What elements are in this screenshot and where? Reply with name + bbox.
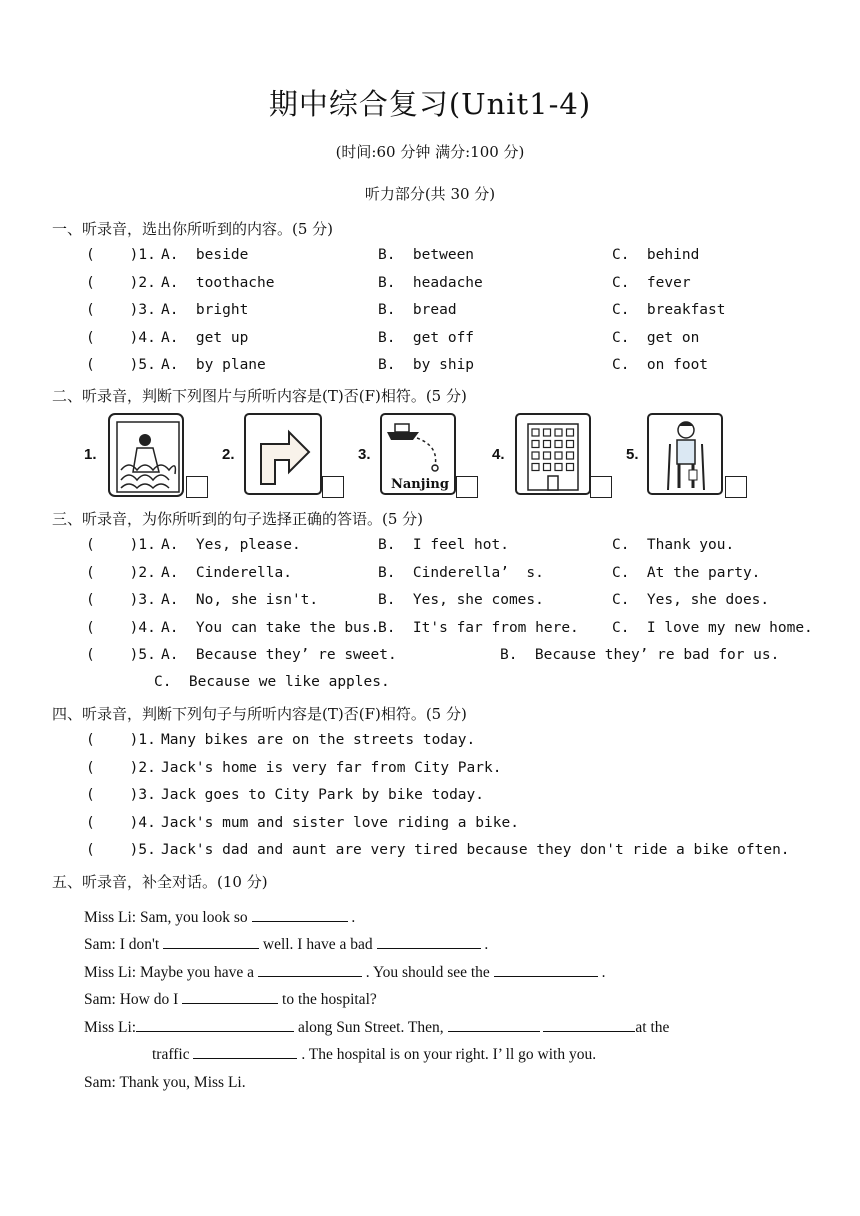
part-label: 听力部分(共 30 分) xyxy=(364,185,496,203)
dialogue-text: Sam: How do I xyxy=(84,991,179,1008)
window-shape xyxy=(567,464,574,471)
ship-route-map-icon xyxy=(379,410,457,498)
question-number[interactable]: ( )4. xyxy=(86,814,156,831)
question-number[interactable]: ( )5. xyxy=(86,357,156,373)
section4-heading: 四、听录音，判断下列句子与所听内容是(T)否(F)相符。(5 分) xyxy=(52,705,467,723)
hospital-building-icon xyxy=(514,410,592,498)
answer-blank[interactable] xyxy=(193,1044,297,1059)
picture-number: 3. xyxy=(358,446,371,463)
question-number[interactable]: ( )1. xyxy=(86,732,156,748)
option-a: A. by plane xyxy=(161,357,266,373)
dialogue-text: at the xyxy=(635,1019,670,1036)
dialogue-line xyxy=(84,962,605,984)
section1-heading: 一、听录音，选出你所听到的内容。(5 分) xyxy=(52,220,334,238)
option-b: B. I feel hot. xyxy=(378,537,509,553)
turn-right-arrow-icon xyxy=(243,410,323,498)
option-c: C. get on xyxy=(612,329,700,346)
dialogue-text: to the hospital? xyxy=(282,991,377,1008)
statement-text: Jack's dad and aunt are very tired because they don't ride a bike often. xyxy=(161,842,790,858)
option-a: A. bright xyxy=(161,302,249,318)
question-number[interactable]: ( )5. xyxy=(86,842,156,858)
statement-text: Jack goes to City Park by bike today. xyxy=(161,787,485,803)
option-c: C. behind xyxy=(612,247,700,263)
option-c: C. Because we like apples. xyxy=(154,674,390,690)
answer-blank[interactable] xyxy=(182,989,278,1004)
answer-box[interactable] xyxy=(456,476,478,498)
answer-box[interactable] xyxy=(590,476,612,498)
dialogue-text: Sam: Thank you, Miss Li. xyxy=(84,1074,246,1091)
window-shape xyxy=(544,429,551,436)
map-caption: Nanjing xyxy=(391,477,449,492)
section3-heading: 三、听录音，为你所听到的句子选择正确的答语。(5 分) xyxy=(52,510,424,528)
window-shape xyxy=(544,464,551,471)
window-shape xyxy=(532,441,539,448)
answer-blank[interactable] xyxy=(448,1017,540,1032)
dialogue-text: Sam: I don't xyxy=(84,936,160,953)
dialogue-text: . xyxy=(351,909,356,926)
window-shape xyxy=(567,452,574,459)
dialogue-text: well. I have a bad xyxy=(262,936,373,953)
option-c: C. I love my new home. xyxy=(612,619,813,636)
question-number[interactable]: ( )2. xyxy=(86,564,156,581)
picture-number: 2. xyxy=(222,446,235,463)
dialogue-text: . xyxy=(601,964,606,981)
statement-text: Jack's home is very far from City Park. xyxy=(161,759,502,776)
answer-blank[interactable] xyxy=(252,907,348,922)
answer-box[interactable] xyxy=(322,476,344,498)
answer-blank[interactable] xyxy=(258,962,362,977)
answer-blank[interactable] xyxy=(543,1017,635,1032)
option-c: C. At the party. xyxy=(612,564,761,581)
window-shape xyxy=(544,452,551,459)
option-a: A. toothache xyxy=(161,274,275,291)
option-b: B. Because they’ re bad for us. xyxy=(500,647,780,663)
dialogue-text: traffic xyxy=(152,1046,190,1063)
option-a: A. beside xyxy=(161,247,249,263)
question-number: ( )5. xyxy=(86,647,156,663)
statement-text: Many bikes are on the streets today. xyxy=(161,732,476,748)
dialogue-text: . You should see the xyxy=(365,964,490,981)
picture-row xyxy=(80,410,760,502)
question-number[interactable]: ( )4. xyxy=(86,619,156,636)
option-a: A. get up xyxy=(161,329,249,346)
fairy-tale-book-icon xyxy=(107,410,187,498)
answer-blank[interactable] xyxy=(494,962,598,977)
question-number[interactable]: ( )1. xyxy=(86,537,156,553)
answer-blank[interactable] xyxy=(136,1017,294,1032)
option-c: C. breakfast xyxy=(612,302,726,318)
window-shape xyxy=(555,429,562,436)
window-shape xyxy=(532,429,539,436)
page-title: 期中综合复习(Unit1-4) xyxy=(268,87,592,121)
dialogue-text: . The hospital is on your right. I’ ll go with you. xyxy=(301,1046,597,1063)
exam-time-score: (时间:60 分钟 满分:100 分) xyxy=(335,143,525,161)
option-c: C. Yes, she does. xyxy=(612,592,770,608)
option-b: B. Yes, she comes. xyxy=(378,592,544,608)
dialogue-line xyxy=(84,1072,246,1094)
question-number[interactable]: ( )3. xyxy=(86,787,156,803)
answer-blank[interactable] xyxy=(163,934,259,949)
option-a: A. You can take the bus. xyxy=(161,619,380,636)
option-c: C. on foot xyxy=(612,357,709,373)
option-b: B. Cinderella’ s. xyxy=(378,564,544,581)
window-shape xyxy=(567,429,574,436)
section2-heading: 二、听录音，判断下列图片与所听内容是(T)否(F)相符。(5 分) xyxy=(52,387,467,405)
option-c: C. fever xyxy=(612,274,691,291)
dialogue-text: Miss Li: xyxy=(84,1019,137,1036)
question-number[interactable]: ( )2. xyxy=(86,759,156,776)
window-shape xyxy=(555,464,562,471)
question-number[interactable]: ( )4. xyxy=(86,329,156,346)
picture-number: 5. xyxy=(626,446,639,463)
option-b: B. by ship xyxy=(378,357,475,373)
window-shape xyxy=(532,452,539,459)
dialogue-text: Miss Li: Sam, you look so xyxy=(84,909,248,926)
dialogue-text: Miss Li: Maybe you have a xyxy=(84,964,255,981)
dialogue-line xyxy=(84,989,377,1011)
window-shape xyxy=(555,441,562,448)
question-number[interactable]: ( )2. xyxy=(86,274,156,291)
section5-heading: 五、听录音，补全对话。(10 分) xyxy=(52,873,268,891)
question-number[interactable]: ( )3. xyxy=(86,302,156,318)
option-b: B. bread xyxy=(378,302,457,318)
dialogue-line xyxy=(84,907,355,929)
boy-on-crutches-icon xyxy=(646,410,724,498)
dialogue-line xyxy=(84,1017,669,1039)
option-c: C. Thank you. xyxy=(612,537,735,553)
question-number[interactable]: ( )3. xyxy=(86,592,156,608)
option-a: A. Yes, please. xyxy=(161,537,301,553)
option-a: A. Cinderella. xyxy=(161,564,292,581)
dialogue-line xyxy=(84,934,488,956)
option-a: A. Because they’ re sweet. xyxy=(161,647,397,663)
answer-blank[interactable] xyxy=(377,934,481,949)
window-shape xyxy=(567,441,574,448)
window-shape xyxy=(544,441,551,448)
dialogue-line-continued xyxy=(152,1044,596,1066)
question-row-continued xyxy=(0,671,390,693)
statement-text: Jack's mum and sister love riding a bike. xyxy=(161,814,519,831)
option-a: A. No, she isn't. xyxy=(161,592,319,608)
option-b: B. It's far from here. xyxy=(378,619,579,636)
window-shape xyxy=(532,464,539,471)
option-b: B. between xyxy=(378,247,475,263)
option-b: B. headache xyxy=(378,274,483,291)
answer-box[interactable] xyxy=(725,476,747,498)
answer-box[interactable] xyxy=(186,476,208,498)
picture-number: 1. xyxy=(84,446,97,463)
dialogue-text: . xyxy=(484,936,489,953)
dialogue-text: along Sun Street. Then, xyxy=(297,1019,444,1036)
window-shape xyxy=(555,452,562,459)
option-b: B. get off xyxy=(378,329,475,346)
question-number[interactable]: ( )1. xyxy=(86,247,156,263)
picture-number: 4. xyxy=(492,446,505,463)
question-row xyxy=(0,644,780,666)
